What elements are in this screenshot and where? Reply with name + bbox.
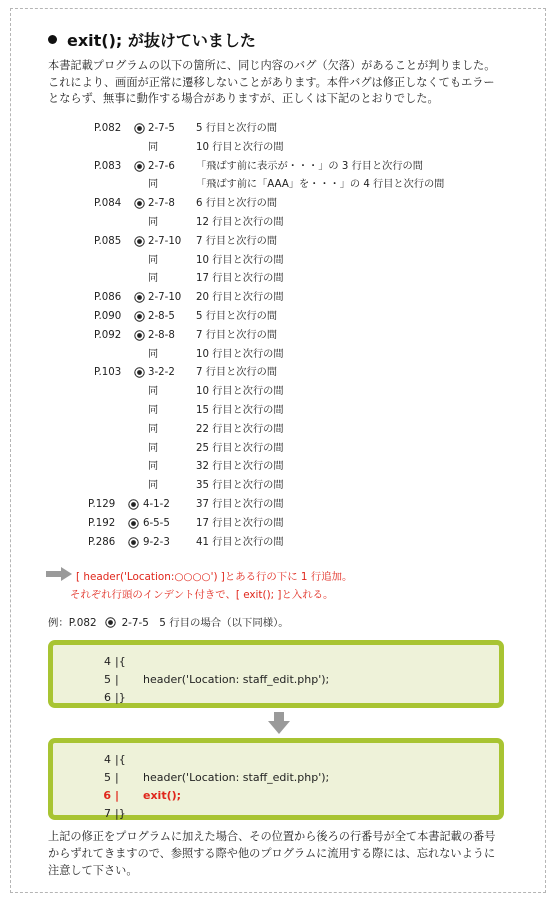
circle-bullet-icon [134,330,145,341]
bullet-icon [48,35,57,44]
location-desc: 32 行目と次行の間 [196,461,284,473]
outro-line: 注意して下さい。 [48,864,138,877]
line-number: 4 [104,655,111,668]
section-ref: 同 [148,442,159,454]
page-ref: P.103 [94,367,122,379]
example-prefix: 例：P.082 [48,617,97,629]
section-ref: 同 [148,217,159,228]
line-number: 7 [104,807,111,820]
location-desc: 6 行目と次行の間 [196,198,278,210]
line-number: 6 [104,691,111,704]
page-ref: P.082 [94,123,122,134]
location-desc: 10 行目と次行の間 [196,348,284,360]
section-ref: 同 [148,273,159,285]
circle-bullet-icon [134,161,145,172]
location-desc: 10 行目と次行の間 [196,386,284,398]
section-ref: 2-7-10 [148,235,182,247]
section-ref: 同 [148,179,159,191]
code-text: header('Location: staff_edit.php'); [143,673,330,686]
section-ref: 同 [148,423,159,435]
page-ref: P.090 [94,311,122,322]
section-ref: 2-7-6 [148,160,175,172]
outro-line: からずれてきますので、参照する際や他のプログラムに流用する際には、忘れないように [48,847,496,860]
circle-bullet-icon [134,123,145,134]
outro-paragraph [48,828,528,879]
location-desc: 7 行目と次行の間 [196,367,278,379]
section-ref: 4-1-2 [143,499,170,510]
location-desc: 41 行目と次行の間 [196,536,284,548]
page-ref: P.129 [88,499,116,510]
location-desc: 17 行目と次行の間 [196,517,284,529]
example-suffix: 2-7-5 5 行目の場合（以下同様）。 [121,617,289,629]
circle-bullet-icon [128,518,139,529]
section-ref: 同 [148,386,159,398]
location-desc: 25 行目と次行の間 [196,442,284,454]
circle-bullet-icon [128,499,139,510]
page-ref: P.085 [94,235,122,247]
right-arrow-icon [46,566,72,585]
page-ref: P.286 [88,536,116,548]
line-separator: |{ [115,753,126,766]
fix-line: [ header('Location:○○○○') ]とある行の下に 1 行追加。 [76,571,353,583]
section-ref: 6-5-5 [143,517,170,529]
location-desc: 10 行目と次行の間 [196,254,284,266]
section-ref: 同 [148,348,159,360]
page-ref: P.083 [94,160,122,172]
line-number: 4 [104,753,111,766]
outro-line: 上記の修正をプログラムに加えた場合、その位置から後ろの行番号が全て本書記載の番号 [48,830,496,843]
example-caption [48,614,289,629]
section-ref: 2-8-5 [148,311,175,322]
location-desc: 5 行目と次行の間 [196,123,278,134]
fix-line: それぞれ行頭のインデント付きで、[ exit(); ]と入れる。 [70,589,334,601]
location-desc: 17 行目と次行の間 [196,273,284,285]
section-ref: 同 [148,461,159,473]
section-ref: 2-7-10 [148,292,182,304]
line-separator: |} [115,691,126,704]
page-ref: P.086 [94,292,122,304]
line-separator: | [115,771,119,784]
circle-bullet-icon [128,537,139,548]
section-ref: 3-2-2 [148,367,175,379]
circle-bullet-icon [105,617,116,628]
line-separator: |} [115,807,126,820]
location-desc: 7 行目と次行の間 [196,235,278,247]
circle-bullet-icon [134,367,145,378]
section-ref: 2-8-8 [148,329,175,341]
down-arrow-icon [268,712,290,738]
title-text: exit(); が抜けていました [67,31,256,50]
location-desc: 37 行目と次行の間 [196,499,284,510]
location-desc: 22 行目と次行の間 [196,423,284,435]
code-text: exit(); [143,789,182,802]
location-desc: 5 行目と次行の間 [196,311,278,322]
section-ref: 2-7-8 [148,198,175,210]
code-text: header('Location: staff_edit.php'); [143,771,330,784]
page-ref: P.092 [94,329,122,341]
section-ref: 同 [148,141,159,153]
code-after-box [48,738,504,820]
circle-bullet-icon [134,198,145,209]
intro-line: これにより、画面が正常に遷移しないことがあります。本件バグは修正しなくてもエラー [48,75,495,89]
section-ref: 同 [148,254,159,266]
intro-line: とならず、無事に動作する場合がありますが、正しくは下記のとおりでした。 [48,92,439,105]
location-desc: 7 行目と次行の間 [196,329,278,341]
location-desc: 「飛ばす前に「AAA」を・・・」の 4 行目と次行の間 [196,179,445,191]
location-desc: 20 行目と次行の間 [196,292,284,304]
line-separator: | [115,673,119,686]
location-desc: 35 行目と次行の間 [196,480,284,492]
section-ref: 2-7-5 [148,123,175,134]
line-number: 5 [104,673,111,686]
section-title [48,28,256,51]
line-number: 6 [103,789,111,802]
section-ref: 9-2-3 [143,536,170,548]
code-before-box [48,640,504,708]
circle-bullet-icon [134,292,145,303]
line-separator: | [115,789,120,802]
location-desc: 12 行目と次行の間 [196,217,284,228]
line-number: 5 [104,771,111,784]
line-separator: |{ [115,655,126,668]
page-ref: P.084 [94,198,122,210]
section-ref: 同 [148,480,159,492]
fix-instructions [70,568,353,604]
location-desc: 15 行目と次行の間 [196,405,284,416]
page-ref: P.192 [88,517,116,529]
section-ref: 同 [148,405,159,416]
circle-bullet-icon [134,311,145,322]
intro-paragraph [48,58,528,108]
location-desc: 10 行目と次行の間 [196,141,284,153]
intro-line: 本書記載プログラムの以下の箇所に、同じ内容のバグ（欠落）があることが判りました。 [48,59,496,72]
location-desc: 「飛ばす前に表示が・・・」の 3 行目と次行の間 [196,160,423,172]
circle-bullet-icon [134,236,145,247]
